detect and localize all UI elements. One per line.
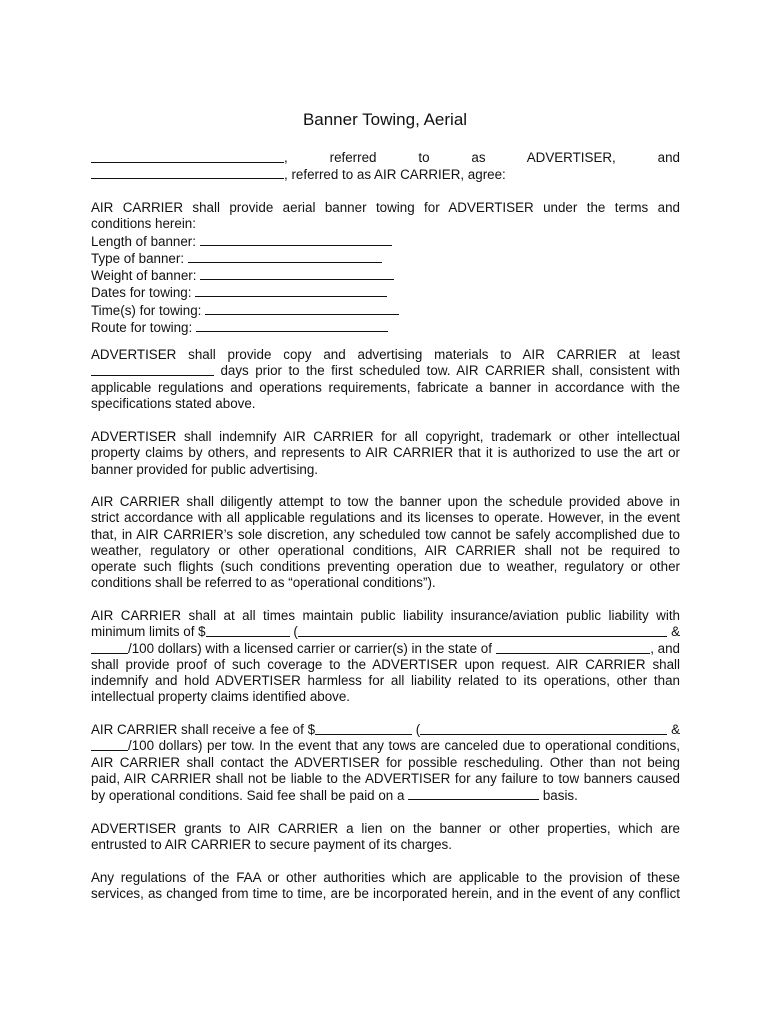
field-length-blank[interactable] — [200, 233, 392, 246]
copy-days-blank[interactable] — [91, 363, 214, 376]
diligence-line-6: conditions shall be referred to as “operational conditions”). — [91, 575, 436, 591]
fee-amount-blank[interactable] — [315, 722, 412, 735]
insurance-state-text: /100 dollars) with a licensed carrier or carrier(s) in the state of — [128, 640, 496, 656]
indemnify-line-3: banner provided for public advertising. — [91, 461, 319, 477]
diligence-line-4: weather, regulatory or other operational conditions, AIR CARRIER shall not be required to — [91, 542, 680, 558]
parties-line-2 — [91, 166, 680, 183]
fee-ampersand: & — [667, 722, 680, 737]
copy-line-4: specifications stated above. — [91, 395, 256, 411]
fee-label: AIR CARRIER shall receive a fee of $ — [91, 722, 316, 737]
field-route-blank[interactable] — [196, 319, 388, 332]
advertiser-name-blank[interactable] — [91, 150, 284, 163]
field-route — [91, 319, 680, 336]
field-times — [91, 302, 680, 319]
fee-basis-blank[interactable] — [408, 787, 539, 800]
diligence-paragraph — [91, 494, 680, 592]
field-length-label: Length of banner: — [91, 233, 196, 249]
lien-paragraph — [91, 821, 680, 854]
field-type — [91, 250, 680, 267]
parties-advertiser-text: , referred to as ADVERTISER, and — [284, 150, 680, 165]
fee-line-3: AIR CARRIER shall contact the ADVERTISER for possible rescheduling. Other than not being — [91, 754, 680, 770]
fee-cents-blank[interactable] — [91, 738, 128, 751]
regulations-line-1: Any regulations of the FAA or other authorities which are applicable to the provision of these — [91, 870, 680, 885]
field-route-label: Route for towing: — [91, 320, 193, 336]
lien-line-1: ADVERTISER grants to AIR CARRIER a lien on the banner or other properties, which are — [91, 821, 680, 836]
copy-line-1: ADVERTISER shall provide copy and advertising materials to AIR CARRIER at least — [91, 347, 680, 362]
provide-section — [91, 200, 680, 336]
field-dates-label: Dates for towing: — [91, 285, 192, 301]
lien-line-2: entrusted to AIR CARRIER to secure payment of its charges. — [91, 837, 452, 853]
fee-paragraph — [91, 722, 680, 804]
copy-line-3: applicable regulations and operations requirements, fabricate a banner in accordance with the — [91, 379, 680, 395]
field-weight — [91, 267, 680, 284]
insurance-line-2 — [91, 624, 680, 640]
insurance-paren-open: ( — [289, 624, 298, 640]
insurance-line-3 — [91, 641, 680, 657]
insurance-line-4: shall provide proof of such coverage to the ADVERTISER upon request. AIR CARRIER shall — [91, 656, 680, 672]
fee-line-1 — [91, 722, 680, 738]
insurance-limits-words-blank[interactable] — [298, 624, 668, 637]
indemnify-line-1: ADVERTISER shall indemnify AIR CARRIER for all copyright, trademark or other intellectual — [91, 429, 680, 444]
insurance-cents-blank[interactable] — [91, 641, 128, 654]
insurance-paragraph — [91, 608, 680, 706]
copy-paragraph — [91, 347, 680, 412]
page-title: Banner Towing, Aerial — [302, 110, 468, 129]
parties-section — [91, 150, 680, 184]
field-dates — [91, 284, 680, 301]
fee-basis-suffix: basis. — [539, 788, 578, 804]
field-weight-blank[interactable] — [200, 267, 394, 280]
field-dates-blank[interactable] — [195, 284, 387, 297]
parties-line-1 — [91, 150, 680, 166]
field-weight-label: Weight of banner: — [91, 268, 197, 284]
insurance-state-blank[interactable] — [496, 641, 651, 654]
field-length — [91, 233, 680, 250]
fee-basis-label: by operational conditions. Said fee shall be paid on a — [91, 788, 409, 804]
diligence-line-5: operate such flights (such conditions preventing operation due to weather, regulatory or other — [91, 559, 680, 575]
field-times-label: Time(s) for towing: — [91, 302, 202, 318]
field-times-blank[interactable] — [205, 302, 399, 315]
fee-line-2 — [91, 738, 680, 754]
field-type-label: Type of banner: — [91, 250, 185, 266]
parties-air-carrier-text: , referred to as AIR CARRIER, agree: — [284, 167, 506, 183]
insurance-limits-amount-blank[interactable] — [206, 624, 290, 637]
diligence-line-2: strict accordance with all applicable regulations and its licenses to operate. However, in the event — [91, 510, 680, 526]
air-carrier-name-blank[interactable] — [91, 166, 284, 179]
fee-words-blank[interactable] — [420, 722, 667, 735]
insurance-line-5: indemnify and hold ADVERTISER harmless for all liability related to its operations, other than — [91, 673, 680, 689]
provide-intro-line-2: conditions herein: — [91, 216, 196, 232]
copy-line-2 — [91, 363, 680, 379]
insurance-line-1: AIR CARRIER shall at all times maintain public liability insurance/aviation public liability with — [91, 608, 680, 623]
regulations-paragraph — [91, 870, 680, 903]
indemnify-paragraph — [91, 429, 680, 478]
provide-intro-line-1: AIR CARRIER shall provide aerial banner towing for ADVERTISER under the terms and — [91, 200, 680, 215]
copy-line-2-text: days prior to the first scheduled tow. AIR CARRIER shall, consistent with — [214, 363, 680, 379]
diligence-line-3: that, in AIR CARRIER’s sole discretion, any scheduled tow cannot be safely accomplished due to — [91, 526, 680, 542]
field-type-blank[interactable] — [188, 250, 382, 263]
fee-line-5 — [91, 787, 680, 804]
insurance-ampersand: & — [667, 624, 680, 640]
insurance-limits-label: minimum limits of $ — [91, 624, 206, 640]
indemnify-line-2: property claims by others, and represents to AIR CARRIER that it is authorized to use the art or — [91, 445, 680, 461]
insurance-line-6: intellectual property claims identified above. — [91, 689, 351, 705]
fee-line-2-text: /100 dollars) per tow. In the event that any tows are canceled due to operational conditions, — [128, 738, 680, 754]
fee-paren-open: ( — [412, 722, 421, 737]
insurance-and-text: , and — [650, 640, 680, 656]
fee-line-4: paid, AIR CARRIER shall not be liable to the ADVERTISER for any failure to tow banners caused — [91, 770, 680, 786]
diligence-line-1: AIR CARRIER shall diligently attempt to tow the banner upon the schedule provided above in — [91, 494, 680, 509]
regulations-line-2: services, as changed from time to time, are be incorporated herein, and in the event of any conflict — [91, 886, 680, 902]
